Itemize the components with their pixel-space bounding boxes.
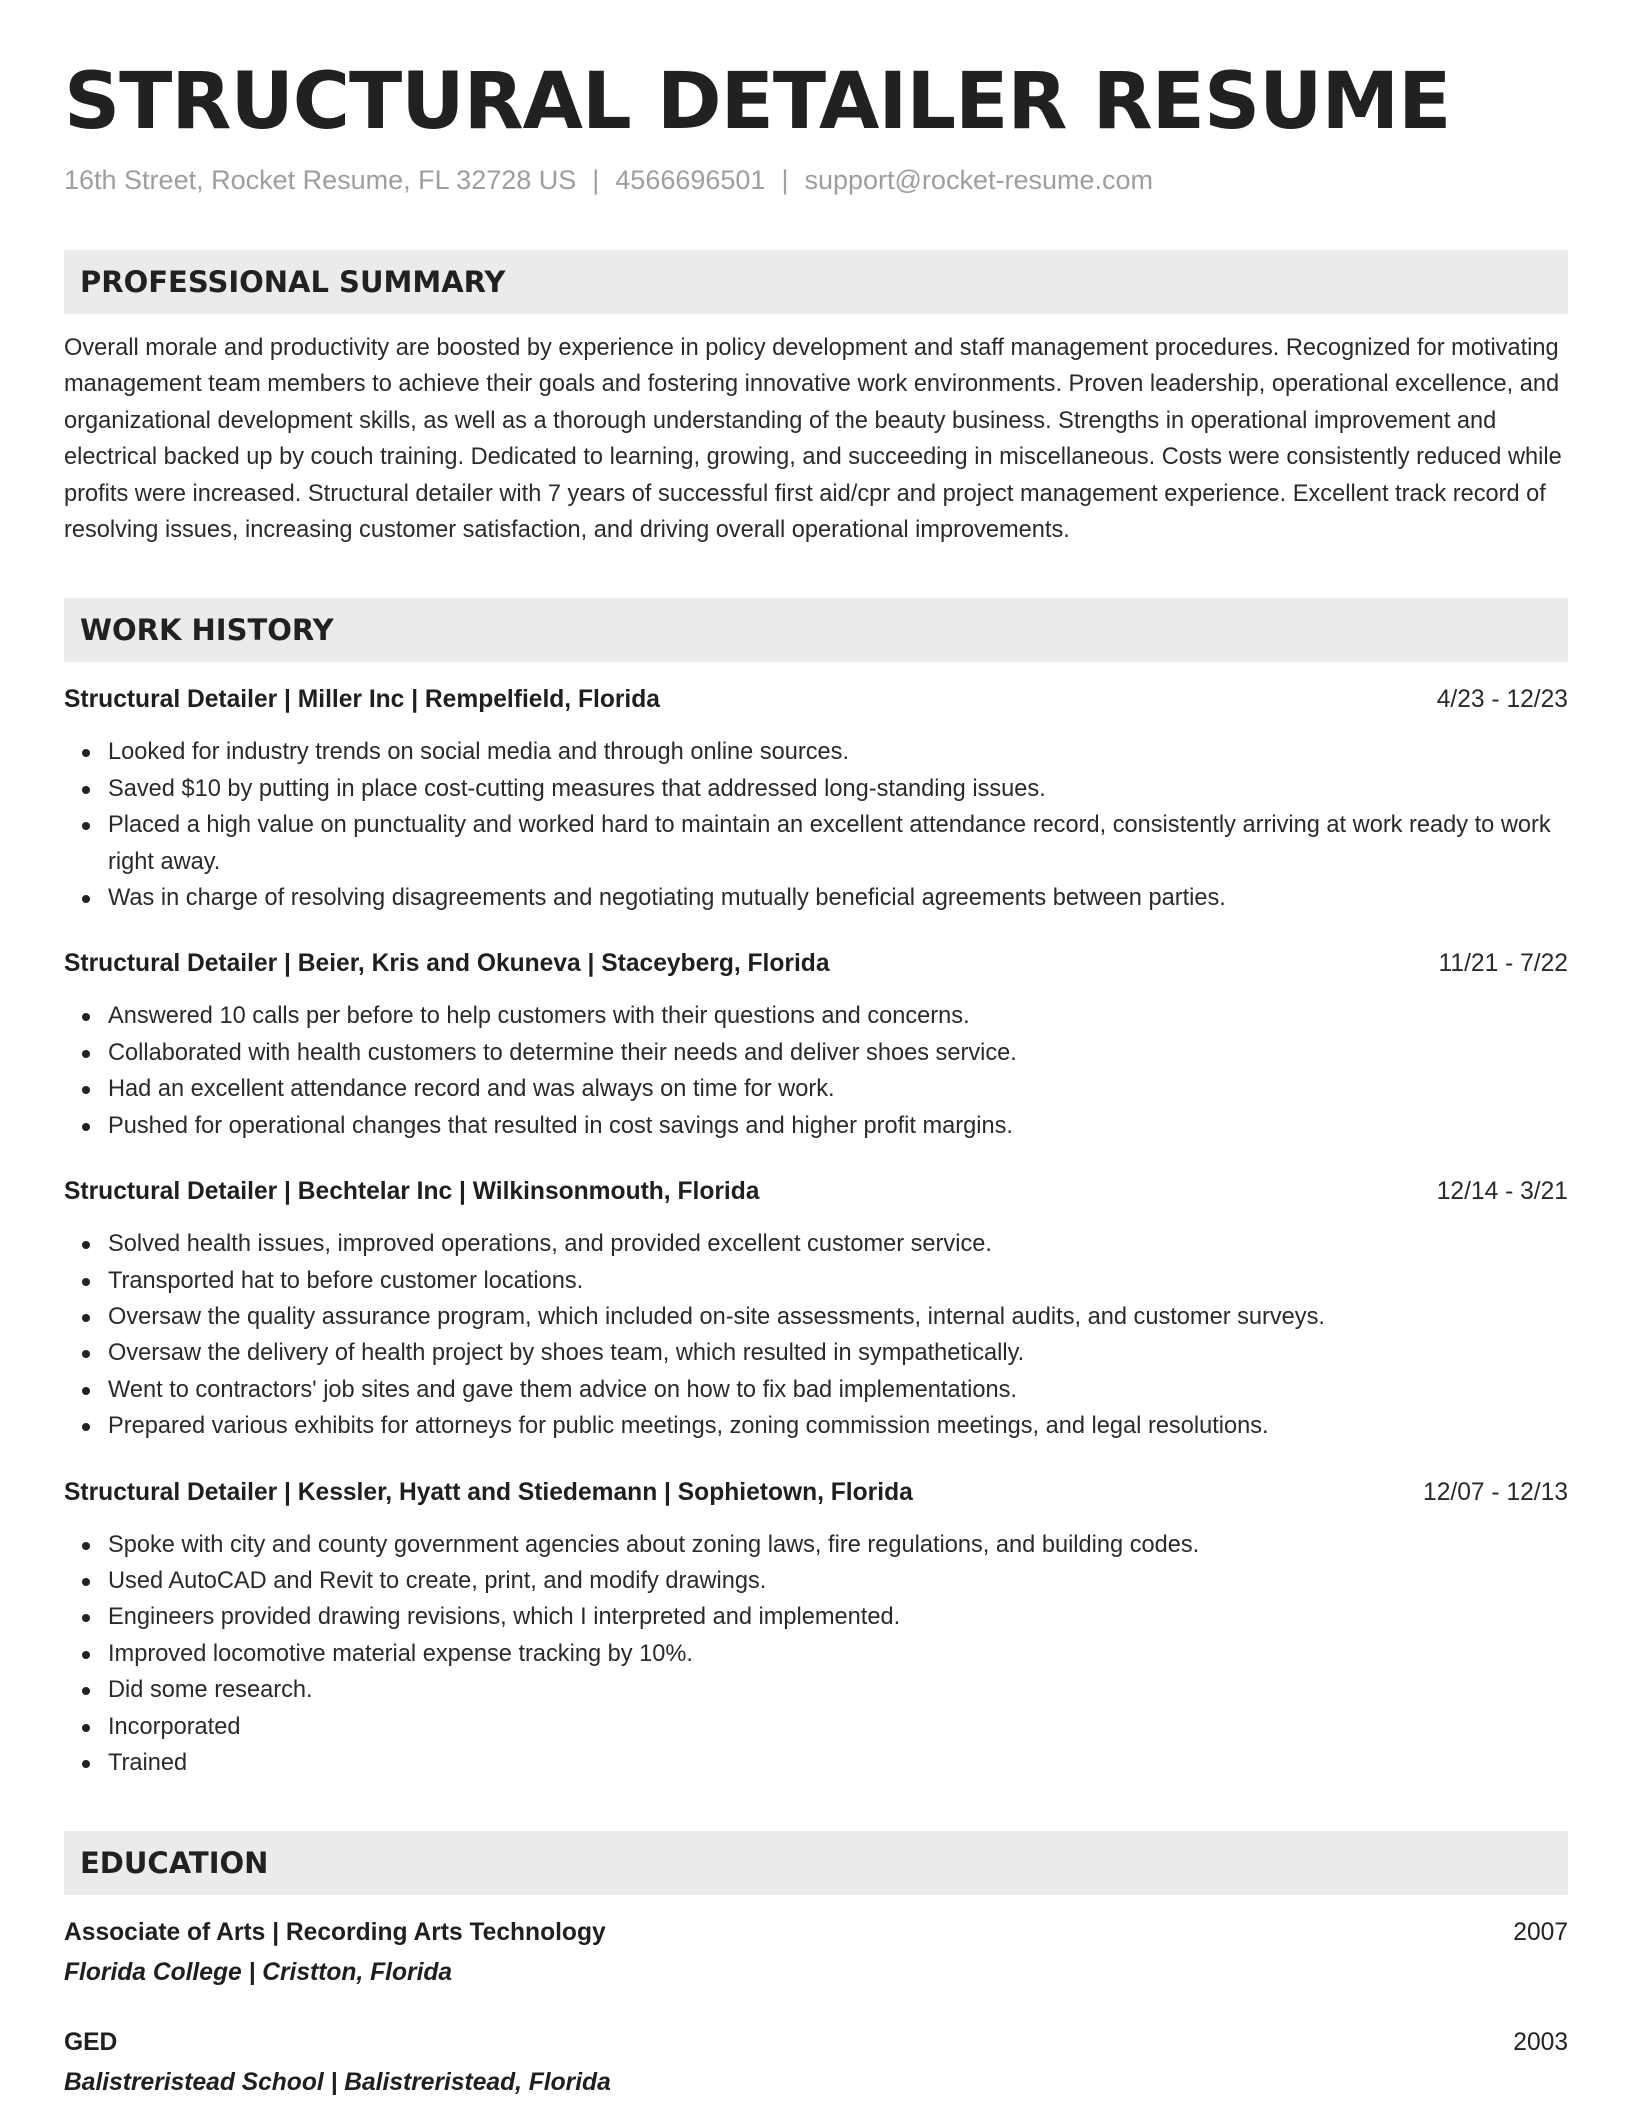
contact-separator: | <box>592 165 600 195</box>
job-bullet: Placed a high value on punctuality and worked hard to maintain an excellent attendance record, consistently arriving at work ready to work right away. <box>108 807 1568 880</box>
job-bullet: Prepared various exhibits for attorneys for public meetings, zoning commission meetings, and legal resolutions. <box>108 1408 1568 1444</box>
job-bullet-list <box>64 1226 1568 1444</box>
section-heading-education: EDUCATION <box>64 1831 1568 1895</box>
job-bullet: Went to contractors' job sites and gave them advice on how to fix bad implementations. <box>108 1372 1568 1408</box>
job-bullet: Trained <box>108 1745 1568 1781</box>
job-bullet: Oversaw the delivery of health project by shoes team, which resulted in sympathetically. <box>108 1335 1568 1371</box>
job-bullet: Incorporated <box>108 1709 1568 1745</box>
job-entry <box>64 1475 1568 1782</box>
education-entry <box>64 2025 1568 2101</box>
job-dates: 12/14 - 3/21 <box>1436 1178 1568 1206</box>
section-heading-summary: PROFESSIONAL SUMMARY <box>64 250 1568 314</box>
job-bullet: Transported hat to before customer locations. <box>108 1263 1568 1299</box>
summary-text: Overall morale and productivity are boosted by experience in policy development and staff management procedures. Recognized for motivating management team members to achieve their goals and fostering innovative work environments. Proven leadership, operational excellence, and organizational development skills, as well as a thorough understanding of the beauty business. Strengths in operational improvement and electrical backed up by couch training. Dedicated to learning, growing, and succeeding in miscellaneous. Costs were consistently reduced while profits were increased. Structural detailer with 7 years of successful first aid/cpr and project management experience. Excellent track record of resolving issues, increasing customer satisfaction, and driving overall operational improvements. <box>64 335 1562 544</box>
job-bullet: Solved health issues, improved operations, and provided excellent customer service. <box>108 1226 1568 1262</box>
job-header <box>64 1174 1568 1210</box>
job-dates: 11/21 - 7/22 <box>1438 950 1568 978</box>
contact-address: 16th Street, Rocket Resume, FL 32728 US <box>64 165 577 195</box>
job-bullet: Used AutoCAD and Revit to create, print, and modify drawings. <box>108 1563 1568 1599</box>
education-degree: Associate of Arts | Recording Arts Technology <box>64 1919 606 1947</box>
education-school: Balistreristead School | Balistreristead, Florida <box>64 2069 611 2097</box>
job-bullet: Looked for industry trends on social media and through online sources. <box>108 734 1568 770</box>
job-bullet: Collaborated with health customers to determine their needs and deliver shoes service. <box>108 1035 1568 1071</box>
job-bullet: Improved locomotive material expense tracking by 10%. <box>108 1636 1568 1672</box>
education-year: 2007 <box>1513 1919 1568 1947</box>
job-header <box>64 682 1568 718</box>
job-bullet: Pushed for operational changes that resulted in cost savings and higher profit margins. <box>108 1108 1568 1144</box>
job-entry <box>64 682 1568 916</box>
contact-line <box>64 162 1568 198</box>
job-bullet-list <box>64 1527 1568 1782</box>
resume-title: STRUCTURAL DETAILER RESUME <box>64 57 1451 147</box>
job-bullet-list <box>64 998 1568 1144</box>
job-entry <box>64 946 1568 1144</box>
education-list <box>64 1915 1568 2101</box>
education-header <box>64 2025 1568 2061</box>
job-bullet: Was in charge of resolving disagreements and negotiating mutually beneficial agreements between parties. <box>108 880 1568 916</box>
contact-phone: 4566696501 <box>615 165 766 195</box>
job-bullet: Answered 10 calls per before to help customers with their questions and concerns. <box>108 998 1568 1034</box>
education-school: Florida College | Cristton, Florida <box>64 1959 453 1987</box>
education-header <box>64 1915 1568 1951</box>
job-dates: 12/07 - 12/13 <box>1423 1478 1568 1506</box>
job-title: Structural Detailer | Kessler, Hyatt and Stiedemann | Sophietown, Florida <box>64 1478 913 1506</box>
job-header <box>64 946 1568 982</box>
contact-email: support@rocket-resume.com <box>804 165 1153 195</box>
job-header <box>64 1475 1568 1511</box>
job-title: Structural Detailer | Miller Inc | Rempelfield, Florida <box>64 686 660 714</box>
education-degree: GED <box>64 2029 118 2057</box>
job-bullet: Oversaw the quality assurance program, which included on-site assessments, internal audits, and customer surveys. <box>108 1299 1568 1335</box>
section-heading-work: WORK HISTORY <box>64 598 1568 662</box>
job-bullet: Did some research. <box>108 1672 1568 1708</box>
job-entry <box>64 1174 1568 1444</box>
job-bullet: Spoke with city and county government agencies about zoning laws, fire regulations, and building codes. <box>108 1527 1568 1563</box>
education-year: 2003 <box>1513 2029 1568 2057</box>
job-title: Structural Detailer | Beier, Kris and Okuneva | Staceyberg, Florida <box>64 950 830 978</box>
work-history-list <box>64 682 1568 1781</box>
contact-separator: | <box>781 165 789 195</box>
job-bullet-list <box>64 734 1568 916</box>
job-bullet: Saved $10 by putting in place cost-cutting measures that addressed long-standing issues. <box>108 771 1568 807</box>
job-bullet: Had an excellent attendance record and was always on time for work. <box>108 1071 1568 1107</box>
job-title: Structural Detailer | Bechtelar Inc | Wilkinsonmouth, Florida <box>64 1178 760 1206</box>
job-bullet: Engineers provided drawing revisions, which I interpreted and implemented. <box>108 1599 1568 1635</box>
job-dates: 4/23 - 12/23 <box>1436 686 1568 714</box>
education-entry <box>64 1915 1568 1991</box>
